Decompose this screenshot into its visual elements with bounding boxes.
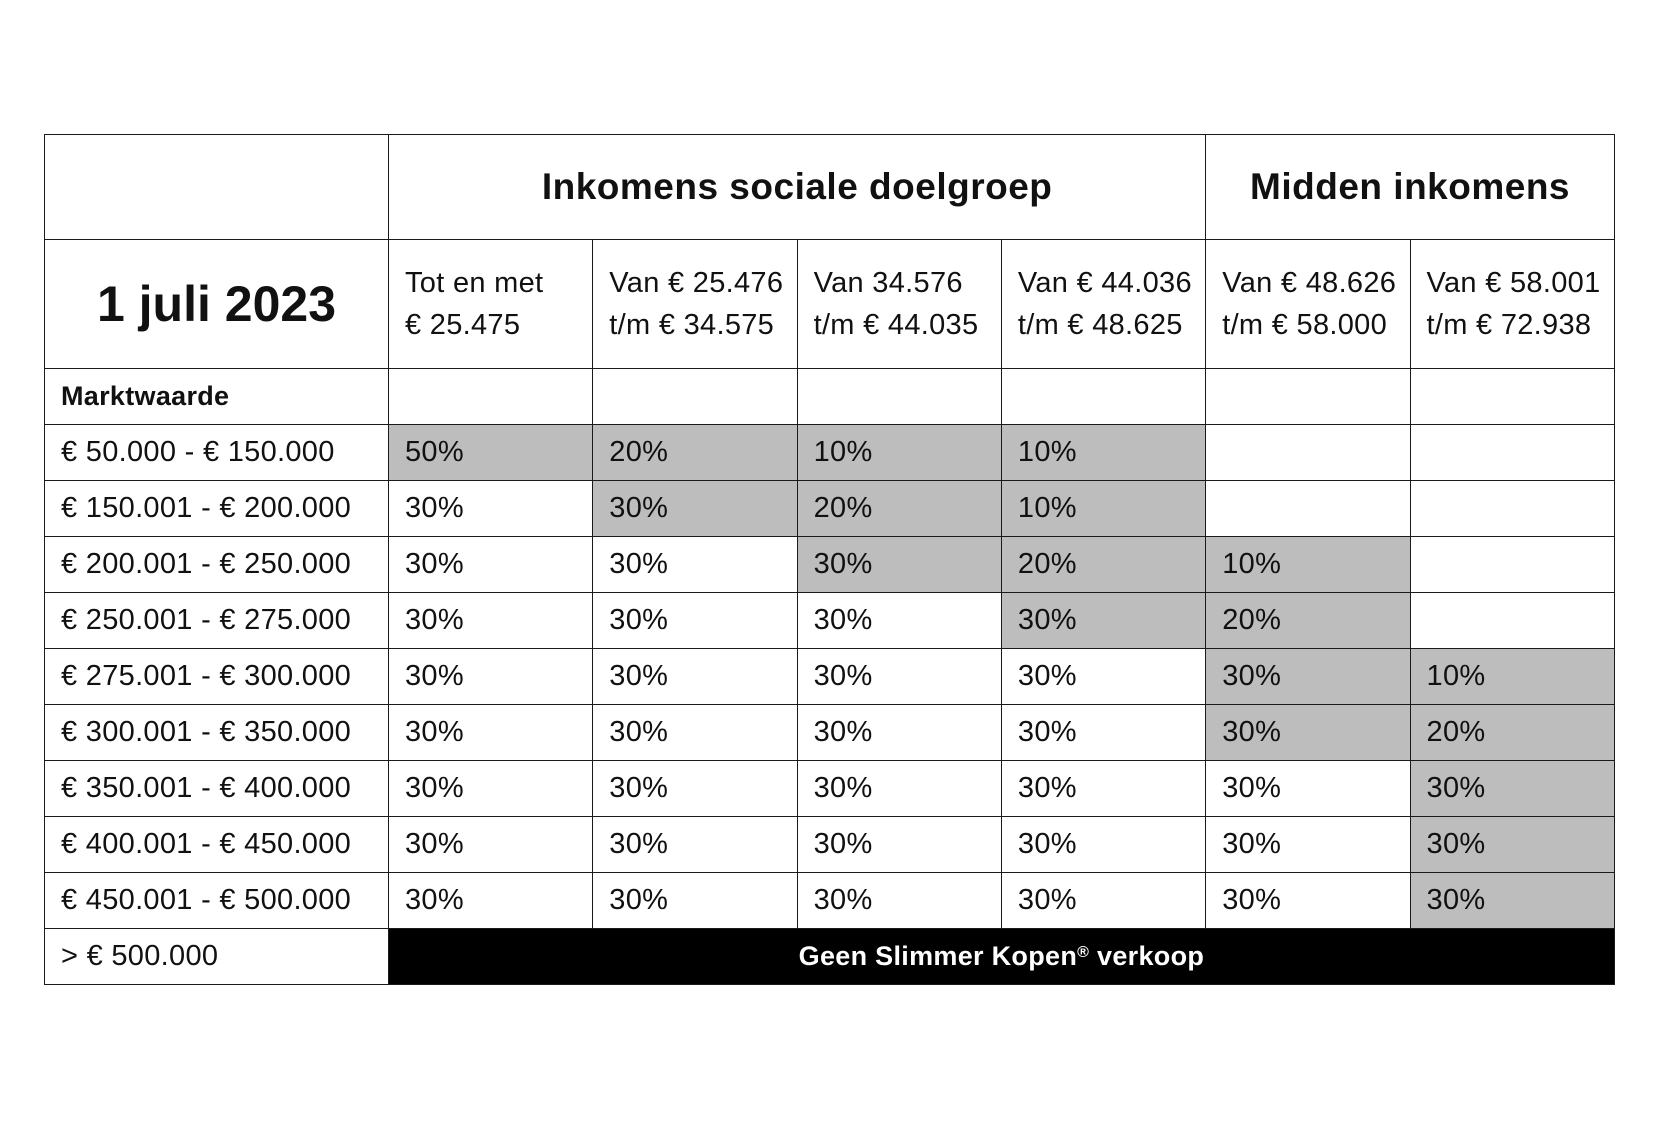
- market-value-range: € 275.001 - € 300.000: [45, 649, 389, 705]
- income-bracket-line: t/m € 34.575: [609, 309, 775, 341]
- percentage-cell: 30%: [1206, 761, 1410, 817]
- income-bracket-line: Van € 44.036: [1017, 267, 1192, 299]
- table-row: [45, 873, 1615, 929]
- market-value-range: € 350.001 - € 400.000: [45, 761, 389, 817]
- percentage-cell: 30%: [593, 761, 797, 817]
- percentage-cell: 30%: [1001, 705, 1205, 761]
- income-bracket-line: Van € 58.001: [1426, 267, 1601, 299]
- income-bracket-1: [389, 240, 593, 369]
- market-value-range: € 150.001 - € 200.000: [45, 481, 389, 537]
- percentage-cell: 30%: [797, 593, 1001, 649]
- income-bracket-6: [1410, 240, 1614, 369]
- market-value-label: Marktwaarde: [45, 369, 389, 425]
- percentage-cell: 10%: [1410, 649, 1614, 705]
- group-header-social: Inkomens sociale doelgroep: [389, 135, 1206, 240]
- income-bracket-line: t/m € 58.000: [1222, 309, 1388, 341]
- market-value-header-row: [45, 369, 1615, 425]
- empty-cell: [1001, 369, 1205, 425]
- percentage-cell: 30%: [797, 817, 1001, 873]
- market-value-range: € 200.001 - € 250.000: [45, 537, 389, 593]
- percentage-cell: 20%: [593, 425, 797, 481]
- percentage-cell: 30%: [1001, 649, 1205, 705]
- income-bracket-4: [1001, 240, 1205, 369]
- income-bracket-line: Van € 48.626: [1222, 267, 1397, 299]
- income-bracket-line: t/m € 48.625: [1017, 309, 1183, 341]
- percentage-cell: 30%: [389, 593, 593, 649]
- percentage-cell: 30%: [1206, 873, 1410, 929]
- table-row: [45, 649, 1615, 705]
- percentage-cell: [1410, 537, 1614, 593]
- percentage-cell: 10%: [1206, 537, 1410, 593]
- percentage-cell: 30%: [593, 817, 797, 873]
- percentage-cell: 30%: [797, 537, 1001, 593]
- banner-text-suffix: verkoop: [1089, 941, 1205, 971]
- table-row: [45, 425, 1615, 481]
- percentage-cell: 30%: [593, 593, 797, 649]
- percentage-cell: 30%: [389, 649, 593, 705]
- corner-cell: [45, 135, 389, 240]
- percentage-cell: [1410, 481, 1614, 537]
- market-value-range: € 300.001 - € 350.000: [45, 705, 389, 761]
- percentage-cell: 30%: [1206, 817, 1410, 873]
- percentage-cell: 30%: [389, 481, 593, 537]
- percentage-cell: 30%: [593, 705, 797, 761]
- percentage-cell: 30%: [593, 873, 797, 929]
- percentage-cell: 30%: [1001, 873, 1205, 929]
- income-bracket-line: Van € 25.476: [609, 267, 784, 299]
- table-row: [45, 761, 1615, 817]
- income-bracket-2: [593, 240, 797, 369]
- empty-cell: [797, 369, 1001, 425]
- percentage-cell: 30%: [1206, 705, 1410, 761]
- percentage-cell: 30%: [593, 481, 797, 537]
- percentage-cell: 30%: [1001, 817, 1205, 873]
- percentage-cell: 30%: [389, 817, 593, 873]
- income-bracket-line: € 25.475: [405, 309, 521, 341]
- table-row: [45, 537, 1615, 593]
- percentage-cell: 30%: [1206, 649, 1410, 705]
- income-bracket-line: Tot en met: [405, 267, 544, 299]
- percentage-cell: 30%: [389, 873, 593, 929]
- percentage-cell: [1410, 593, 1614, 649]
- percentage-cell: 30%: [797, 649, 1001, 705]
- income-bracket-line: Van 34.576: [813, 267, 963, 299]
- market-value-range: € 400.001 - € 450.000: [45, 817, 389, 873]
- percentage-cell: 10%: [1001, 481, 1205, 537]
- empty-cell: [1410, 369, 1614, 425]
- percentage-cell: [1410, 425, 1614, 481]
- empty-cell: [1206, 369, 1410, 425]
- percentage-cell: 30%: [1001, 761, 1205, 817]
- percentage-cell: 30%: [389, 705, 593, 761]
- percentage-cell: 30%: [389, 761, 593, 817]
- percentage-cell: 20%: [1206, 593, 1410, 649]
- income-bracket-line: t/m € 72.938: [1426, 309, 1592, 341]
- empty-cell: [389, 369, 593, 425]
- percentage-cell: 20%: [1001, 537, 1205, 593]
- no-sale-banner: [389, 929, 1615, 985]
- income-bracket-5: [1206, 240, 1410, 369]
- market-value-range: > € 500.000: [45, 929, 389, 985]
- table-row: [45, 817, 1615, 873]
- percentage-cell: 20%: [1410, 705, 1614, 761]
- table-row: [45, 481, 1615, 537]
- discount-table: [44, 134, 1615, 985]
- market-value-range: € 250.001 - € 275.000: [45, 593, 389, 649]
- group-header-middle: Midden inkomens: [1206, 135, 1615, 240]
- percentage-cell: 20%: [797, 481, 1001, 537]
- table-row-last: [45, 929, 1615, 985]
- percentage-cell: 30%: [797, 761, 1001, 817]
- percentage-cell: 30%: [593, 537, 797, 593]
- percentage-cell: 10%: [797, 425, 1001, 481]
- table-row: [45, 593, 1615, 649]
- date-label: 1 juli 2023: [45, 240, 389, 369]
- percentage-cell: 30%: [389, 537, 593, 593]
- group-header-row: [45, 135, 1615, 240]
- percentage-cell: 30%: [1001, 593, 1205, 649]
- market-value-range: € 450.001 - € 500.000: [45, 873, 389, 929]
- income-bracket-line: t/m € 44.035: [813, 309, 979, 341]
- percentage-cell: 30%: [1410, 761, 1614, 817]
- percentage-cell: 30%: [1410, 873, 1614, 929]
- table-row: [45, 705, 1615, 761]
- percentage-cell: 30%: [1410, 817, 1614, 873]
- percentage-cell: 30%: [593, 649, 797, 705]
- market-value-range: € 50.000 - € 150.000: [45, 425, 389, 481]
- percentage-cell: 30%: [797, 873, 1001, 929]
- income-bracket-3: [797, 240, 1001, 369]
- income-header-row: [45, 240, 1615, 369]
- empty-cell: [593, 369, 797, 425]
- percentage-cell: 50%: [389, 425, 593, 481]
- percentage-cell: 10%: [1001, 425, 1205, 481]
- percentage-cell: 30%: [797, 705, 1001, 761]
- registered-mark: ®: [1077, 944, 1090, 961]
- percentage-cell: [1206, 481, 1410, 537]
- percentage-cell: [1206, 425, 1410, 481]
- banner-text: Geen Slimmer Kopen: [798, 941, 1078, 971]
